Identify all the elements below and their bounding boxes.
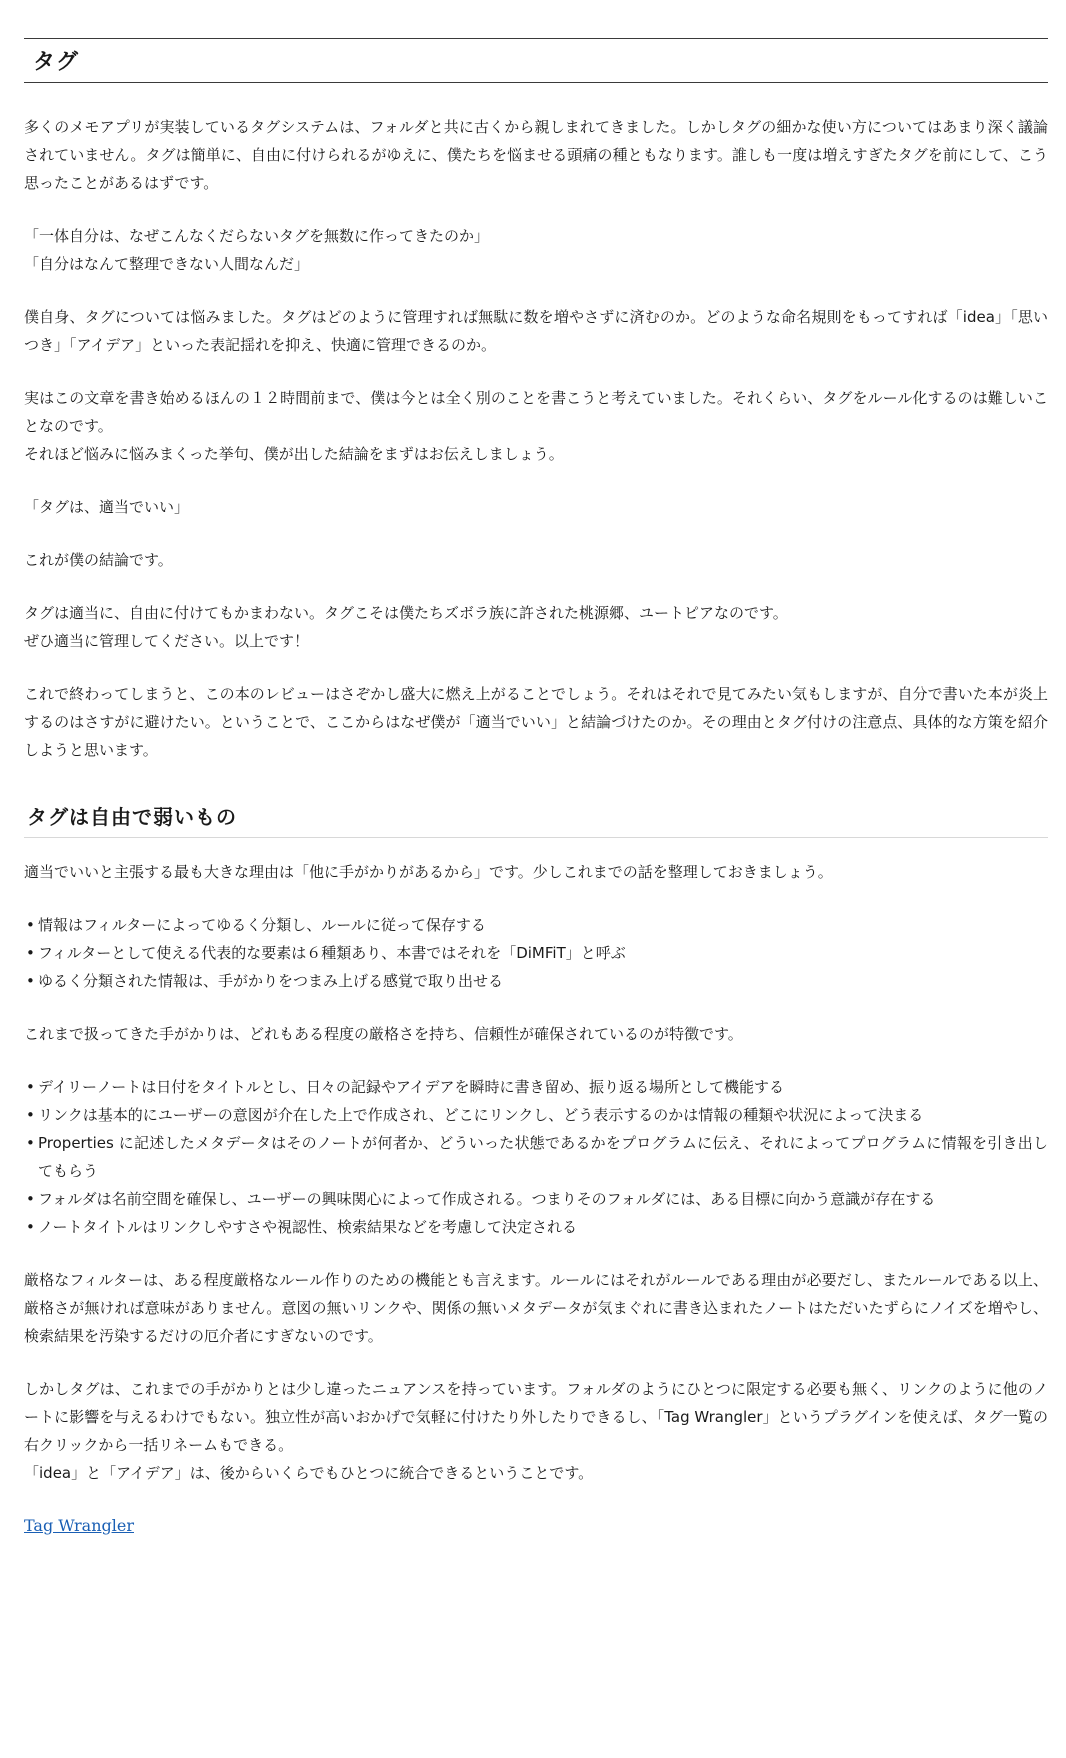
paragraph: 適当でいいと主張する最も大きな理由は「他に手がかりがあるから」です。少しこれまでの話を整理しておきましょう。 xyxy=(24,863,833,881)
bullet-list xyxy=(24,911,1048,995)
paragraph: ぜひ適当に管理してください。以上です！ xyxy=(24,632,310,650)
section-heading: タグは自由で弱いもの xyxy=(27,804,237,829)
list-item: • デイリーノートは日付をタイトルとし、日々の記録やアイデアを瞬時に書き留め、振り返る場所として機能する xyxy=(24,1073,1048,1101)
list-item: • ゆるく分類された情報は、手がかりをつまみ上げる感覚で取り出せる xyxy=(24,967,1048,995)
paragraph: 厳格なフィルターは、ある程度厳格なルール作りのための機能とも言えます。ルールにはそれがルールである理由が必要だし、またルールである以上、厳格さが無ければ意味がありません。意図の無いリンクや、関係の無いメタデータが気まぐれに書き込まれたノートはただいたずらにノイズを増やし、検索結果を汚染するだけの厄介者にすぎないのです。 xyxy=(24,1271,1048,1345)
paragraph: これが僕の結論です。 xyxy=(24,551,173,569)
paragraph: これまで扱ってきた手がかりは、どれもある程度の厳格さを持ち、信頼性が確保されているのが特徴です。 xyxy=(24,1025,743,1043)
chapter-heading-bar xyxy=(24,38,1048,83)
list-item: • Properties に記述したメタデータはそのノートが何者か、どういった状態であるかをプログラムに伝え、それによってプログラムに情報を引き出してもらう xyxy=(24,1129,1048,1185)
paragraph: 多くのメモアプリが実装しているタグシステムは、フォルダと共に古くから親しまれてきました。しかしタグの細かな使い方についてはあまり深く議論されていません。タグは簡単に、自由に付けられるがゆえに、僕たちを悩ませる頭痛の種ともなります。誰しも一度は増えすぎたタグを前にして、こう思ったことがあるはずです。 xyxy=(24,118,1048,192)
list-item: • フォルダは名前空間を確保し、ユーザーの興味関心によって作成される。つまりそのフォルダには、ある目標に向かう意識が存在する xyxy=(24,1185,1048,1213)
chapter-heading: タグ xyxy=(33,49,80,75)
list-item: • 情報はフィルターによってゆるく分類し、ルールに従って保存する xyxy=(24,911,1048,939)
list-item: • ノートタイトルはリンクしやすさや視認性、検索結果などを考慮して決定される xyxy=(24,1213,1048,1241)
paragraph: それほど悩みに悩みまくった挙句、僕が出した結論をまずはお伝えしましょう。 xyxy=(24,445,564,463)
paragraph: これで終わってしまうと、この本のレビューはさぞかし盛大に燃え上がることでしょう。それはそれで見てみたい気もしますが、自分で書いた本が炎上するのはさすがに避けたい。ということで、ここからはなぜ僕が「適当でいい」と結論づけたのか。その理由とタグ付けの注意点、具体的な方策を紹介しようと思います。 xyxy=(24,685,1048,759)
document-page xyxy=(24,0,1048,1540)
quote-line: 「一体自分は、なぜこんなくだらないタグを無数に作ってきたのか」 xyxy=(24,227,490,245)
section-heading-bar xyxy=(24,793,1048,838)
bullet-list xyxy=(24,1073,1048,1241)
quote-line: 「自分はなんて整理できない人間なんだ」 xyxy=(24,255,310,273)
section-body xyxy=(24,858,1048,1540)
paragraph: タグは適当に、自由に付けてもかまわない。タグこそは僕たちズボラ族に許された桃源郷、ユートピアなのです。 xyxy=(24,604,788,622)
paragraph: 実はこの文章を書き始めるほんの１２時間前まで、僕は今とは全く別のことを書こうと考えていました。それくらい、タグをルール化するのは難しいことなのです。 xyxy=(24,389,1048,435)
list-item: • フィルターとして使える代表的な要素は６種類あり、本書ではそれを「DiMFiT」と呼ぶ xyxy=(24,939,1048,967)
tag-wrangler-link[interactable]: Tag Wrangler xyxy=(24,1516,134,1535)
intro-section xyxy=(24,113,1048,764)
paragraph: しかしタグは、これまでの手がかりとは少し違ったニュアンスを持っています。フォルダのようにひとつに限定する必要も無く、リンクのように他のノートに影響を与えるわけでもない。独立性が高いおかげで気軽に付けたり外したりできるし、「Tag Wrangler」というプラグインを使えば、タグ一覧の右クリックから一括リネームもできる。 xyxy=(24,1380,1048,1454)
paragraph: 「idea」と「アイデア」は、後からいくらでもひとつに統合できるということです。 xyxy=(24,1464,594,1482)
paragraph: 僕自身、タグについては悩みました。タグはどのように管理すれば無駄に数を増やさずに済むのか。どのような命名規則をもってすれば「idea」「思いつき」「アイデア」といった表記揺れを抑え、快適に管理できるのか。 xyxy=(24,308,1048,354)
quote-line: 「タグは、適当でいい」 xyxy=(24,498,190,516)
list-item: • リンクは基本的にユーザーの意図が介在した上で作成され、どこにリンクし、どう表示するのかは情報の種類や状況によって決まる xyxy=(24,1101,1048,1129)
